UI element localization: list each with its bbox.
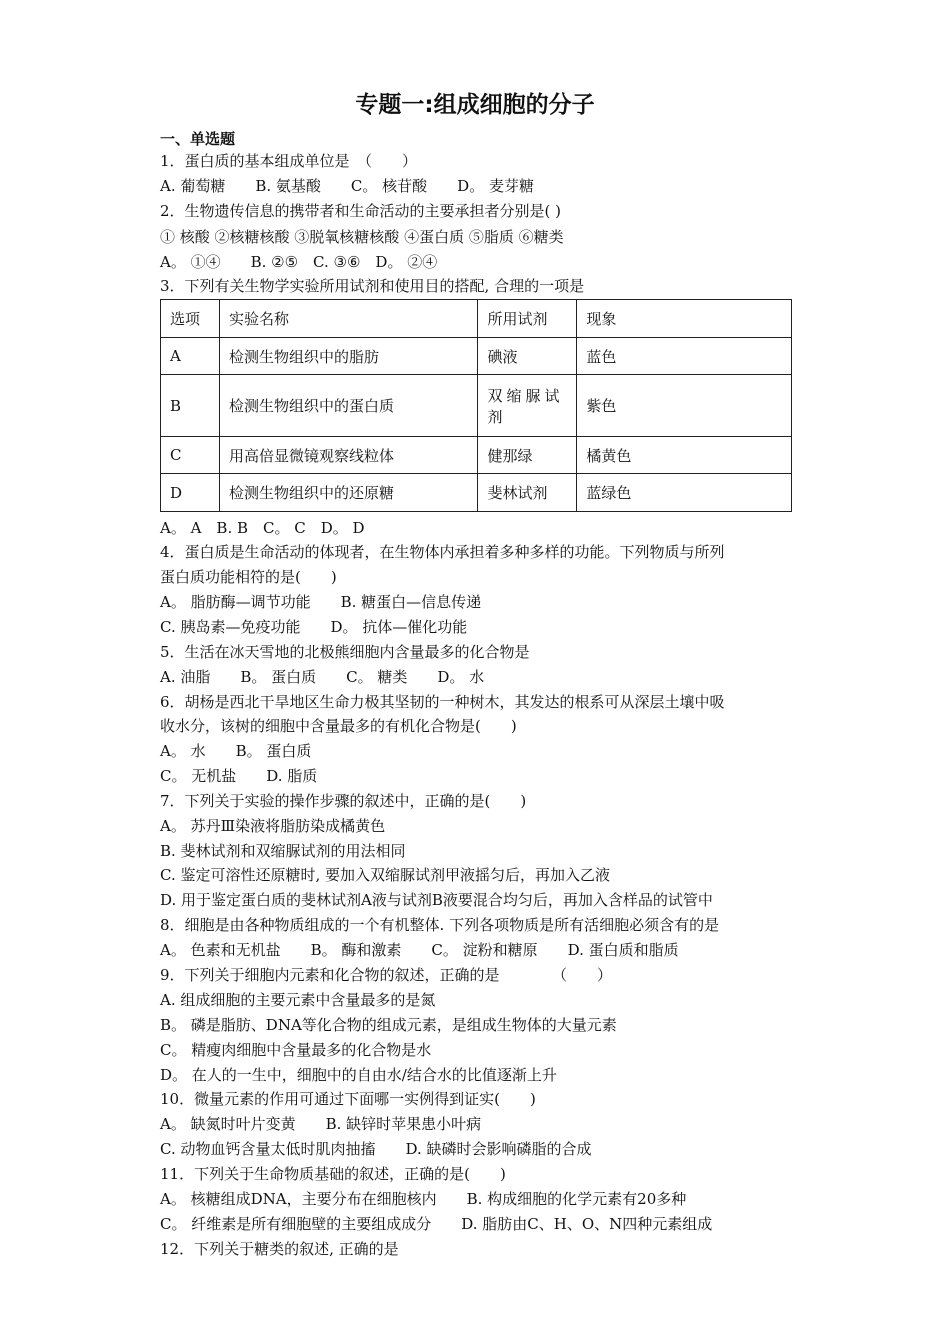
text-line: 9．下列关于细胞内元素和化合物的叙述，正确的是 （ ）	[160, 966, 613, 984]
table-cell: C	[161, 437, 220, 474]
text-line: 6．胡杨是西北干旱地区生命力极其坚韧的一种树木，其发达的根系可从深层土壤中吸	[160, 693, 725, 711]
table-cell: 橘黄色	[577, 437, 792, 474]
text-line: 11．下列关于生命物质基础的叙述，正确的是( )	[160, 1165, 506, 1183]
table-cell: 蓝绿色	[577, 474, 792, 512]
section-heading: 一、单选题	[160, 130, 236, 148]
text-line: 蛋白质功能相符的是( )	[160, 568, 337, 586]
table-cell: 蓝色	[577, 338, 792, 375]
text-line: 2．生物遗传信息的携带者和生命活动的主要承担者分别是( )	[160, 202, 562, 220]
text-line: A。 缺氮时叶片变黄 B. 缺锌时苹果患小叶病	[160, 1115, 482, 1133]
text-line: 12．下列关于糖类的叙述, 正确的是	[160, 1240, 399, 1258]
table-cell: B	[161, 375, 220, 437]
text-line: 5．生活在冰天雪地的北极熊细胞内含量最多的化合物是	[160, 643, 530, 661]
table-cell: 双缩脲试剂	[478, 375, 577, 437]
table-row	[161, 474, 792, 512]
table-cell: 检测生物组织中的脂肪	[219, 338, 478, 375]
text-line: A。 脂肪酶—调节功能 B. 糖蛋白—信息传递	[160, 593, 482, 611]
text-line: 1．蛋白质的基本组成单位是 （ ）	[160, 152, 418, 170]
table-cell: 紫色	[577, 375, 792, 437]
text-line: 10．微量元素的作用可通过下面哪一实例得到证实( )	[160, 1090, 536, 1108]
text-line: A。 核糖组成DNA，主要分布在细胞核内 B. 构成细胞的化学元素有20多种	[160, 1190, 687, 1208]
text-line: C。 纤维素是所有细胞壁的主要组成成分 D. 脂肪由C、H、O、N四种元素组成	[160, 1215, 713, 1233]
text-line: 8．细胞是由各种物质组成的一个有机整体. 下列各项物质是所有活细胞必须含有的是	[160, 916, 720, 934]
text-line: A. 组成细胞的主要元素中含量最多的是氮	[160, 991, 436, 1009]
table-cell: 检测生物组织中的蛋白质	[219, 375, 478, 437]
text-line: ① 核酸 ②核糖核酸 ③脱氧核糖核酸 ④蛋白质 ⑤脂质 ⑥糖类	[160, 228, 564, 246]
text-line: C。 精瘦肉细胞中含量最多的化合物是水	[160, 1041, 432, 1059]
table-cell: 用高倍显微镜观察线粒体	[219, 437, 478, 474]
text-line: C. 鉴定可溶性还原糖时, 要加入双缩脲试剂甲液摇匀后，再加入乙液	[160, 866, 611, 884]
text-line: D。 在人的一生中，细胞中的自由水/结合水的比值逐渐上升	[160, 1066, 557, 1084]
table-header-cell: 实验名称	[219, 300, 478, 338]
table-cell: A	[161, 338, 220, 375]
text-line: C. 动物血钙含量太低时肌肉抽搐 D. 缺磷时会影响磷脂的合成	[160, 1140, 592, 1158]
table-row	[161, 375, 792, 437]
table-cell: 检测生物组织中的还原糖	[219, 474, 478, 512]
table-cell: D	[161, 474, 220, 512]
table-header-cell: 现象	[577, 300, 792, 338]
table-cell: 健那绿	[478, 437, 577, 474]
text-line: A。 水 B。 蛋白质	[160, 742, 312, 760]
text-line: 收水分，该树的细胞中含量最多的有机化合物是( )	[160, 717, 517, 735]
table-header-cell: 选项	[161, 300, 220, 338]
table-row	[161, 437, 792, 474]
text-line: A. 葡萄糖 B. 氨基酸 C。 核苷酸 D。 麦芽糖	[160, 177, 534, 195]
document-title: 专题一:组成细胞的分子	[355, 92, 595, 118]
experiment-table	[160, 299, 792, 512]
table-cell: 斐林试剂	[478, 474, 577, 512]
text-line: A。 A B. B C。 C D。 D	[160, 519, 365, 537]
text-line: C. 胰岛素—免疫功能 D。 抗体—催化功能	[160, 618, 468, 636]
text-line: D. 用于鉴定蛋白质的斐林试剂A液与试剂B液要混合均匀后，再加入含样品的试管中	[160, 891, 713, 909]
table-header-row	[161, 300, 792, 338]
text-line: A。 色素和无机盐 B。 酶和激素 C。 淀粉和糖原 D. 蛋白质和脂质	[160, 941, 679, 959]
table-row	[161, 338, 792, 375]
text-line: 7．下列关于实验的操作步骤的叙述中，正确的是( )	[160, 792, 527, 810]
text-line: A。 ①④ B. ②⑤ C. ③⑥ D。 ②④	[160, 253, 438, 271]
text-line: A。 苏丹Ⅲ染液将脂肪染成橘黄色	[160, 817, 386, 835]
text-line: B。 磷是脂肪、DNA等化合物的组成元素，是组成生物体的大量元素	[160, 1016, 617, 1034]
table-header-cell: 所用试剂	[478, 300, 577, 338]
text-line: B. 斐林试剂和双缩脲试剂的用法相同	[160, 842, 406, 860]
text-line: A. 油脂 B。 蛋白质 C。 糖类 D。 水	[160, 668, 485, 686]
table-cell: 碘液	[478, 338, 577, 375]
text-line: C。 无机盐 D. 脂质	[160, 767, 318, 785]
text-line: 3．下列有关生物学实验所用试剂和使用目的搭配, 合理的一项是	[160, 277, 585, 295]
text-line: 4．蛋白质是生命活动的体现者，在生物体内承担着多种多样的功能。下列物质与所列	[160, 543, 725, 561]
